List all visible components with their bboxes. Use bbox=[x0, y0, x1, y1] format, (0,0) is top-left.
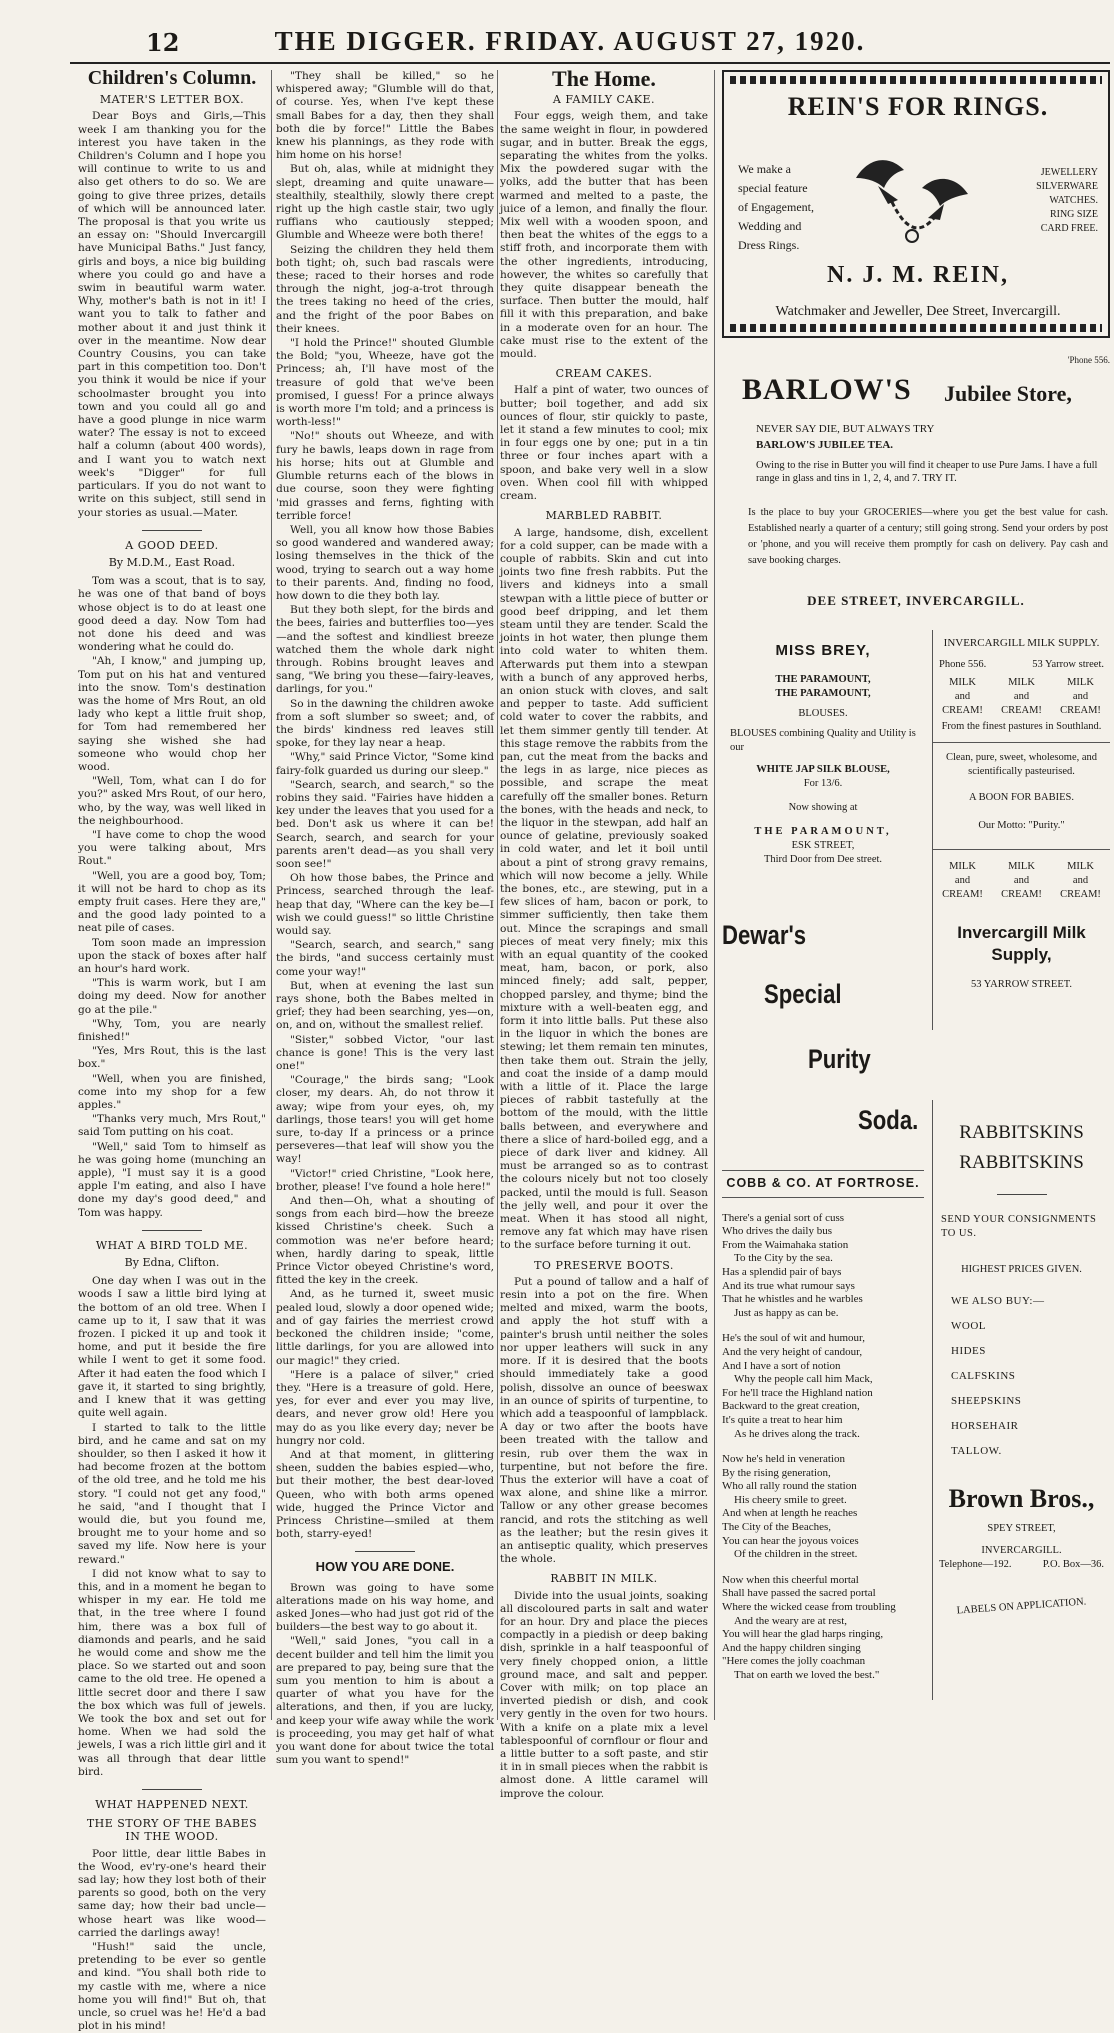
barlows-name: BARLOW'S bbox=[742, 373, 912, 406]
barlows-groceries: Is the place to buy your GROCERIES—where you get the best value for cash. Established nearly a quarter of a century; still going strong. Send your orders by post or 'phone, and you will receive them promptly for cash on delivery. Pay cash and save booking charges. bbox=[748, 507, 1108, 566]
cobb-and-co-poem bbox=[722, 1170, 924, 1720]
story-paragraph: "They shall be killed," so he whispered away; "Glumble will do that, of course. Yes, when I've kept these small Babes for a day, then they shall both die by force!" Little the Babes knew his plannings, as they rode with him home on his horse! bbox=[276, 70, 494, 162]
story-paragraph: "Victor!" cried Christine, "Look here, brother, please! I've found a hole here!" bbox=[276, 1167, 494, 1193]
story-paragraph: "Search, search, and search," so the robins they said. "Fairies have hidden a key under the leaves that you used for a bed. Don't ask us where it can be! Search, search, and search for your parents aren't dead—as you shall very soon see!" bbox=[276, 778, 494, 870]
story-paragraph: Poor little, dear little Babes in the Wood, ev'ry-one's heard their sad lay; how they lost both of their parents so good, both on the very same day; how their bad uncle—whose heart was like wood—carried the darlings away! bbox=[78, 1847, 266, 1939]
story-paragraph: But, when at evening the last sun rays shone, both the Babes melted in grief; they had been searching, yes—on, on, and on, without the smallest relief. bbox=[276, 979, 494, 1032]
dewars-soda-ad: Dewar's Special Purity Soda. bbox=[722, 920, 919, 1135]
recipe-body: A large, handsome, dish, excellent for a cold supper, can be made with a couple of rabbits. Skin and cut into joints two fine fresh rabbits. Put the livers and kidneys into a small stewpan with a little piece of butter or good beef dripping, and let them steam until they are tender. Scald the joints in hot water, then plunge them into cold water to whiten them. Afterwards put them into a stewpan with a bunch of any approved herbs, an onion stuck with cloves, and salt and pepper to taste. Add sufficient cold water to cover the rabbits, and let them simmer gently till tender. At this stage remove the rabbits from the pan, cut the meat from the backs and the legs in as large, nice pieces as possible, and scrape the meat carefully off the smaller bones. Return the bones, with the heads and neck, to the liquor in the stewpan, add half an ounce of gelatine, previously soaked in cold water, and let it boil until about a pint of strong gravy remains, which will now become a jelly. While the bones, etc., are stewing, put in a few slices of ham, bacon or pork, to simmer sufficiently, then take them out. Mince the scrapings and small pieces of meat very finely; mix this with an equal quantity of the cooked meat, ham, bacon, or pork, also minced finely; add salt, pepper, chopped parsley, and thyme; bind the mixture with a well-beaten egg, and form it into little balls. Put these also in the liquor in which the bones are stewing; let them remain ten minutes, then take them out. Strain the jelly, and coat the inside of a damp mould with a little of it. Place the large pieces of rabbit tastefully at the bottom of the mould, with the little balls between, and everywhere and there a slice of hard-boiled egg, and a piece of dark liver and kidney. All must be arranged so as to contrast the colours nicely but not too closely packed, until the mould is full. Season the jelly well, and pour it over the meat. When it has stood all night, remove any fat which may have risen to the surface before turning it out. bbox=[500, 526, 708, 1252]
good-deed-byline: By M.D.M., East Road. bbox=[108, 555, 236, 569]
bird-story-byline: By Edna, Clifton. bbox=[124, 1256, 220, 1270]
story-paragraph: "Courage," the birds sang; "Look closer, my dears. Ah, do not throw it away; wipe from your eyes, oh, my darlings, those tears! you will get home sure, to-day If a princess or a prince perseveres—that leaf will show you the way! bbox=[276, 1074, 494, 1166]
reins-title: REIN'S FOR RINGS. bbox=[787, 92, 1049, 121]
story-paragraph: I started to talk to the little bird, and he came and sat on my shoulder, so then I asked it how it had become frozen at the bottom of the old tree, and he told me his story. "I could not get any food," he said, "and I thought that I would die, but you found me, brought me to your home and so saved my life. Now here is your reward." bbox=[78, 1421, 266, 1566]
recipe-heading: RABBIT IN MILK. bbox=[550, 1572, 658, 1586]
recipe-body: Put a pound of tallow and a half of resin into a pot on the fire. When melted and mixed, warm the boots, and apply the hot stuff with a painter's brush until neither the soles nor upper leathers will suck in any more. If it is desired that the boots should immediately take a good polish, dissolve an ounce of beeswax in an ounce of spirits of turpentine, to which add a teaspoonful of lampblack. A day or two after the boots have been treated with the tallow and resin, rub over them the wax in turpentine, but not before the fire. Thus the exterior will have a coat of wax alone, and shine like a mirror. Tallow or any other grease becomes rancid, and rots the stitching as well as the leather; but the resin gives it an antiseptic quality, which preserves the whole. bbox=[500, 1275, 708, 1566]
story-paragraph: Tom soon made an impression upon the stack of boxes after half an hour's hard work. bbox=[78, 936, 266, 975]
page-title: THE DIGGER. FRIDAY. AUGUST 27, 1920. bbox=[274, 26, 866, 56]
barlows-butter-note: Owing to the rise in Butter you will find it cheaper to use Pure Jams. I have a full range in glass and tins in 1, 2, 4, and 7. TRY IT. bbox=[756, 460, 1098, 484]
barlows-address: DEE STREET, INVERCARGILL. bbox=[807, 593, 1025, 608]
poem-stanza: Now he's held in veneration By the rising generation, Who all rally round the station His cheery smile to greet. And when at length he reaches The City of the Beaches, You can hear the joyous voices Of the children in the street. bbox=[722, 1453, 859, 1561]
reins-rings-ad bbox=[722, 70, 1110, 338]
barlows-ad bbox=[722, 355, 1110, 615]
maters-letter-box-heading: MATER'S LETTER BOX. bbox=[99, 93, 245, 107]
story-paragraph: "Search, search, and search," sang the birds, "and success certainly must come your way!" bbox=[276, 939, 494, 978]
story-paragraph: "Here is a palace of silver," cried they. "Here is a treasure of gold. Here, yes, for ever and ever you may live, dears, and never grow old! Here you may do as you like every day; never be hungry nor cold. bbox=[276, 1368, 494, 1447]
story-paragraph: "Well," said Tom to himself as he was going home (munching an apple), "I must say it is a good apple I'm eating, and also I have done my day's good deed," and Tom was happy. bbox=[78, 1140, 266, 1219]
story-paragraph: "Thanks very much, Mrs Rout," said Tom putting on his coat. bbox=[78, 1113, 266, 1139]
miss-brey-ad: MISS BREY, THE PARAMOUNT, THE PARAMOUNT, BLOUSES. BLOUSES combining Quality and Utility is our WHITE JAP SILK BLOUSE, For 13/6. Now showing at THE PARAMOUNT, ESK STREET, Third Door from Dee street. bbox=[722, 630, 924, 892]
story-paragraph: Well, you all know how those Babies so good wandered and wandered away; losing themselves in the thick of the wood, trying to search out a way home to their parents. And, finding no food, how down to die they both lay. bbox=[276, 523, 494, 602]
childrens-column bbox=[78, 67, 266, 2033]
reins-name: N. J. M. REIN, bbox=[827, 262, 1009, 288]
story-paragraph: Tom was a scout, that is to say, he was one of that band of boys whose object is to do at least one good deed a day. Now Tom had not done his deed and was wondering what he could do. bbox=[78, 575, 266, 654]
story-paragraph: And, as he turned it, sweet music pealed loud, slowly a door opened wide; and of gay fairies the merriest crowd beckoned the children inside; "come, little darlings, for you are allowed into our magic!" they cried. bbox=[276, 1288, 494, 1367]
maters-letter-box-body: Dear Boys and Girls,—This week I am thanking you for the interest you have taken in the Children's Column and I hope you will continue to write to us and also get others to do so. We are going to give three prizes, details of which will be announced later. The proposal is that you write us an essay on: "Should Invercargill have Municipal Baths." Just fancy, girls and boys, a nice big building where you could go and have a swim in beautiful warm water. Why, mother's bath is not in it! I want you to talk to father and mother about it and just think it over in the meantime. Now dear Country Cousins, you can take part in this competition too. Don't you think it would be nice if your schoolmaster brought you into town and you could all go and have a good plunge in nice warm water? The essay is not to exceed half a column (about 400 words), and I want you to watch next week's "Digger" for full particulars. If you do not want to write on this subject, still send in your stories as usual.—Mater. bbox=[78, 110, 266, 519]
recipe-body: Divide into the usual joints, soaking all discoloured parts in salt and water for an hour. Dry and place the pieces compactly in a piedish or deep baking dish, sprinkle in a half teaspoonful of very finely chopped onion, a little ground mace, and salt and pepper. Cover with milk; on top place an inverted piedish or dish, and cook very gently in the oven for two hours. With a knife on a plate mix a level tablespoonful of cornflour or flour and a little butter to a soft paste, and stir it in in small pieces when the rabbit is almost done. A little caramel will improve the colour. bbox=[500, 1589, 708, 1800]
story-paragraph: One day when I was out in the woods I saw a little bird lying at the bottom of an old tree. When I came up to it, I saw that it was frozen. I picked it up and took it home, and put it beside the fire while I went to get it some food. After it had eaten the food which I gave it, it started to sing brightly, and I knew that it was getting quite well again. bbox=[78, 1275, 266, 1420]
swallows-with-chain-icon bbox=[848, 148, 976, 252]
what-happened-next-heading: WHAT HAPPENED NEXT. bbox=[95, 1797, 249, 1811]
recipe-heading: TO PRESERVE BOOTS. bbox=[534, 1258, 674, 1272]
story-paragraph: "Why, Tom, you are nearly finished!" bbox=[78, 1017, 266, 1044]
brey-name: MISS BREY, bbox=[775, 642, 871, 659]
story-paragraph: "Yes, Mrs Rout, this is the last box." bbox=[78, 1045, 266, 1071]
bird-story-heading: WHAT A BIRD TOLD ME. bbox=[95, 1238, 249, 1252]
story-paragraph: "Well, when you are finished, come into my shop for a few apples." bbox=[78, 1072, 266, 1112]
story-paragraph: "I hold the Prince!" shouted Glumble the Bold; "you, Wheeze, have got the Princess; ah, I'll have most of the treasure of gold that we've been promised, I guess! For a prince always is worth more I'm told; and a princess is worth-less!" bbox=[276, 337, 494, 429]
story-paragraph: "Why," said Prince Victor, "Some kind fairy-folk guarded us during our sleep." bbox=[276, 751, 494, 777]
story-paragraph: But oh, alas, while at midnight they slept, dreaming and quite unaware—stealthily, stealthily, slowly there crept right up the high castle stair, two ugly ruffians who cautiously stepped; Glumble and Wheeze were both there! bbox=[276, 163, 494, 242]
masthead bbox=[70, 22, 1110, 64]
story-paragraph: Oh how those babes, the Prince and Princess, searched through the leaf-heap that day, "Where can the key be—I wish we could guess!" so little Christine would say. bbox=[276, 872, 494, 937]
page-number: 12 bbox=[146, 28, 180, 57]
poem-stanza: He's the soul of wit and humour, And the very height of candour, And I have a sort of notion Why the people call him Mack, For he'll trace the Highland nation Backward to the great creation, It's quite a treat to hear him As he drives along the track. bbox=[722, 1332, 873, 1440]
barlows-phone: 'Phone 556. bbox=[1067, 355, 1110, 365]
poem-stanza: There's a genial sort of cuss Who drives the daily bus From the Waimahaka station To the City by the sea. Has a splendid pair of bays And its true what rumour says That he whistles and he warbles Just as happy as can be. bbox=[722, 1211, 863, 1319]
story-paragraph: I did not know what to say to this, and in a moment he began to whisper in my ear. He told me that, in the tree where I found him, there was a box full of diamonds and pearls, and he said he would come and show me the place. So we started out and soon came to the old tree. He opened a little secret door and there I saw the box which was full of jewels. We took the box and set out for home. When we had sold the jewels, I was a rich little girl and it was all through that dear little bird. bbox=[78, 1567, 266, 1778]
story-paragraph: And at that moment, in glittering sheen, sudden the babies espied—who, but their mother, the best dear-loved Queen, who with both arms opened wide, hugged the Prince Victor and Princess Christine—smiled at them both, starry-eyed! bbox=[276, 1448, 494, 1541]
story-paragraph: "I have come to chop the wood you were talking about, Mrs Rout." bbox=[78, 828, 266, 868]
brown-bros-name: Brown Bros., bbox=[948, 1484, 1095, 1513]
recipe-body: Half a pint of water, two ounces of butter; boil together, and add six ounces of flour, stir quickly to paste, let it stand a few minutes to cool; mix in four eggs one by one; put in a tin three or four inches apart with a spoon, and bake very well in a slow oven. When cool fill with whipped cream. bbox=[500, 384, 708, 503]
good-deed-heading: A GOOD DEED. bbox=[125, 538, 219, 552]
recipe-heading: A FAMILY CAKE. bbox=[552, 93, 656, 107]
story-paragraph: "No!" shouts out Wheeze, and with fury he bawls, leaps down in rage from his horse; hits out at Glumble and Glumble returns each of the blows in due course, soon they were fighting 'mid grasses and ferns, fighting with terrible force! bbox=[276, 430, 494, 522]
home-column bbox=[500, 66, 708, 1800]
reins-left-text: We make a special feature of Engagement, Wedding and Dress Rings. bbox=[738, 162, 814, 252]
recipe-body: Four eggs, weigh them, and take the same weight in flour, in powdered sugar, and in butter. Break the eggs, separating the whites from the yolks. Mix the powdered sugar with the yolks, add the butter that has been warmed and melted to a paste, the juice of a lemon, and finally the flour. Mix well with a wooden spoon, and then beat the whites of the eggs to a stiff froth, and incorporate them with the other ingredients, introducing, however, the whites so carefully that they quite disappear beneath the surface. Then butter the mould, half fill it with this preparation, and bake in a moderate oven for an hour. The cake must rise to the extent of the mould. bbox=[500, 110, 708, 361]
poem-stanza: Now when this cheerful mortal Shall have passed the sacred portal Where the wicked cease from troubling And the weary are at rest, You will hear the glad harps ringing, And the happy children singing "Here comes the jolly coachman That on earth we loved the best." bbox=[722, 1573, 896, 1681]
barlows-store: Jubilee Store, bbox=[944, 381, 1072, 406]
brown-bros-rabbitskins-ad: RABBITSKINS RABBITSKINS SEND YOUR CONSIGNMENTS TO US. HIGHEST PRICES GIVEN. WE ALSO BUY:— WOOL HIDES CALFSKINS SHEEPSKINS HORSEHAIR TALLOW. Brown Bros., SPEY STREET, INVERCARGILL. Telephone—192. P.O. Box—36. LABELS ON APPLICATION. bbox=[932, 1100, 1110, 1700]
story-paragraph: "Well," said Jones, "you call in a decent builder and tell him the limit you are prepared to pay, being sure that the sum you mention to him is about a quarter of what you have for the alterations, and then, if you are lucky, and keep your wife away while the work is proceeding, you may get half of what you want done for about twice the total sum you want to spend!" bbox=[276, 1635, 494, 1767]
story-paragraph: Seizing the children they held them both tight; oh, such bad rascals were these; raced to their horses and rode through the night, jog-a-trot through the trees taking no heed of the cries, and the fright of the poor Babes on their knees. bbox=[276, 243, 494, 335]
story-paragraph: "Well, Tom, what can I do for you?" asked Mrs Rout, of our hero, who, by the way, was well liked in the neighbourhood. bbox=[78, 775, 266, 827]
how-you-are-done-heading: HOW YOU ARE DONE. bbox=[315, 1559, 455, 1575]
story-paragraph: Brown was going to have some alterations made on his way home, and asked Jones—who had just got rid of the builders—the best way to go about it. bbox=[276, 1581, 494, 1634]
home-title: The Home. bbox=[552, 66, 656, 91]
reins-address: Watchmaker and Jeweller, Dee Street, Invercargill. bbox=[775, 304, 1061, 319]
babes-story-continued bbox=[276, 70, 494, 1767]
story-paragraph: But they both slept, for the birds and the bees, fairies and butterflies too—yes—and the softest and kindliest breeze watched them the whole dark night through. Robins brought leaves and sang, "We bring you these—fairy-leaves, darlings, for you." bbox=[276, 604, 494, 696]
story-paragraph: "Sister," sobbed Victor, "our last chance is gone! This is the very last one!" bbox=[276, 1033, 494, 1073]
barlows-slogan: NEVER SAY DIE, BUT ALWAYS TRY bbox=[756, 423, 935, 435]
story-paragraph: So in the dawning the children awoke from a soft slumber so sweet; and, of the birds' kindness red leaves still spoke, for they lay near a heap. bbox=[276, 697, 494, 750]
cobb-title: COBB & CO. AT FORTROSE. bbox=[722, 1170, 924, 1198]
reins-right-text: JEWELLERY SILVERWARE WATCHES. RING SIZE CARD FREE. bbox=[1036, 167, 1098, 234]
babes-in-wood-subheading: THE STORY OF THE BABES IN THE WOOD. bbox=[86, 1817, 258, 1844]
childrens-column-title: Children's Column. bbox=[87, 67, 257, 89]
story-paragraph: "Hush!" said the uncle, pretending to be ever so gentle and kind. "You shall both ride to my castle with me, where a nice home you will find!" But oh, that uncle, so cruel was he! He'd a bad plot in his mind! bbox=[78, 1941, 266, 2033]
story-paragraph: And then—Oh, what a shouting of songs from each bird—how the breeze kissed Christine's cheek. Such a commotion was ne'er before heard; when, hardly daring to speak, little Prince Victor obeyed Christine's word, fitted the key in the creek. bbox=[276, 1195, 494, 1287]
story-paragraph: "Well, you are a good boy, Tom; it will not be hard to chop as its empty fruit cases. Here they are," and the good lady pointed to a neat pile of cases. bbox=[78, 869, 266, 935]
recipe-heading: MARBLED RABBIT. bbox=[545, 509, 663, 523]
story-paragraph: "This is warm work, but I am doing my deed. Now for another go at the pile." bbox=[78, 977, 266, 1016]
barlows-tea: BARLOW'S JUBILEE TEA. bbox=[756, 439, 894, 451]
recipe-heading: CREAM CAKES. bbox=[555, 367, 653, 381]
milk-supply-ad: INVERCARGILL MILK SUPPLY. Phone 556. 53 Yarrow street. MILK and CREAM! MILK and CREAM! MILK and CREAM! From the finest pastures in Southland. Clean, pure, sweet, wholesome, and scientifically pasteurised. A BOON FOR BABIES. Our Motto: "Purity." MILK and CREAM! MILK and CREAM! MILK and CREAM! Invercargill Milk Supply, 53 YARROW STREET. bbox=[932, 630, 1110, 1030]
story-paragraph: "Ah, I know," and jumping up, Tom put on his hat and ventured into the snow. Tom's destination was the home of Mrs Rout, an old lady who kept a little fruit shop, for Tom had remembered her saying she wished she had someone who would chop her wood. bbox=[78, 655, 266, 773]
